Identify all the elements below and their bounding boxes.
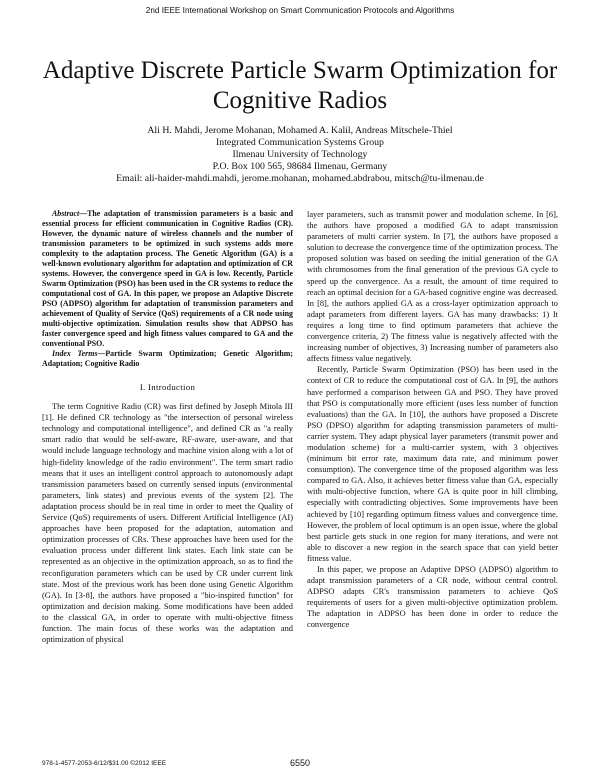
abstract-text: —The adaptation of transmission parameters is a basic and essential process for efficient communication in Cognitive Radios (CR). However, the dynamic nature of wireless channels and the number of transmission parameters to be optimized in such systems adds more complexity to the adaptation process. The Genetic Algorithm (GA) is a well-known evolutionary algorithm for adaptation and optimization of CR systems. However, the convergence speed in GA is low. Recently, Particle Swarm Optimization (PSO) has been used in the CR systems to reduce the computational cost of GA. In this paper, we propose an Adaptive Discrete PSO (ADPSO) algorithm for adaptation of transmission parameters and achievement of Quality of Service (QoS) requirements of a CR node using multi-objective optimization. Simulation results show that ADPSO has faster convergence speed and high fitness values compared to GA and the conventional PSO. (42, 209, 293, 348)
paragraph: The term Cognitive Radio (CR) was first defined by Joseph Mitola III [1]. He defined CR technology as "the intersection of personal wireless technology and computational intelligence", and defined CR as "a really smart radio that would be self-aware, RF-aware, user-aware, and that would include language technology and machine vision along with a lot of high-fidelity knowledge of the radio environment". The term smart radio means that it uses an intelligent control approach to autonomously adapt transmission parameters based on currently sensed inputs (environmental parameters, link states) and previous events of the system [2]. The adaptation process should be in real time in order to meet the Quality of Service (QoS) requirements of users. Different Artificial Intelligence (AI) approaches have been proposed for the adaptation, automation and optimization processes of CRs. These approaches have been used for the evaluation process under different link states. Each link state can be represented as an objective in the optimization approach, so as to find the reconfiguration parameters which can be used by CR under current link state. Most of the previous work has been done using Genetic Algorithm (GA). In [3-8], the authors have proposed a "bio-inspired function" for optimization and decision making. Some modifications have been added to the classical GA, in order to operate with multi-objective fitness function. The main focus of these works was the adaptation and optimization of physical (42, 402, 293, 645)
abstract-label: Abstract (52, 209, 80, 218)
index-terms-text: —Particle Swarm Optimization; Genetic Algorithm; Adaptation; Cognitive Radio (42, 349, 293, 368)
paragraph: Recently, Particle Swarm Optimization (PSO) has been used in the context of CR to reduce the computational cost of GA. In [9], the authors have performed a comparison between GA and PSO. They have proved that PSO is computationally more efficient (uses less number of function evaluations) than the GA. In [10], the authors have proposed a Discrete PSO (DPSO) algorithm for adapting transmission parameters of multi-carrier system. They adapt physical layer parameters (transmit power and modulation scheme) for a multi-carrier system, with 3 objectives (minimum bit error rate, maximum data rate, and minimum power consumption). The convergence time of the proposed algorithm was less compared to GA. Also, it achieves better fitness value than GA, especially with multi-objective function, where GA is quite poor in hill climbing, especially with contradicting objectives. Some improvements have been achieved by [10] regarding optimum fitness values and convergence time. However, the problem of local optimum is an open issue, where the global best particle gets stuck in one region for many iterations, and were not able to discover a new region in the search space that can yield better fitness value. (307, 365, 558, 563)
section-heading: I. Introduction (139, 382, 196, 392)
left-column (42, 209, 293, 645)
author-university: Ilmenau University of Technology (232, 149, 368, 160)
paper-title: Adaptive Discrete Particle Swarm Optimization for Cognitive Radios (42, 57, 558, 114)
author-block (0, 125, 600, 185)
conference-header: 2nd IEEE International Workshop on Smart Communication Protocols and Algorithms (145, 6, 455, 15)
page-number: 6550 (289, 758, 311, 768)
author-address: P.O. Box 100 565, 98684 Ilmenau, Germany (212, 161, 388, 172)
footer-isbn: 978-1-4577-2053-6/12/$31.00 ©2012 IEEE (42, 760, 167, 767)
paragraph: In this paper, we propose an Adaptive DPSO (ADPSO) algorithm to adapt transmission parameters of a CR node, without central control. ADPSO adapts CR's transmission parameters to achieve QoS requirements of users for a given multi-objective optimization problem. The adaptation in ADPSO has been done in order to reduce the convergence (307, 565, 558, 630)
author-names: Ali H. Mahdi, Jerome Mohanan, Mohamed A. Kalil, Andreas Mitschele-Thiel (147, 125, 453, 136)
author-email: Email: ali-haider-mahdi.mahdi, jerome.mohanan, mohamed.abdrabou, mitsch@tu-ilmenau.de (116, 173, 484, 184)
paragraph: layer parameters, such as transmit power and modulation scheme. In [6], the authors have proposed a modified GA to adapt transmission parameters of multi carrier system. In [7], the authors have proposed a solution to decrease the convergence time of the optimization process. The proposed solution was based on seeding the initial generation of the GA with chromosomes from the final generation of the previous GA cycle to speed up the convergence. As a result, the amount of time required to reach an optimal decision for a GA-based cognitive engine was decreased. In [8], the authors applied GA as a cross-layer optimization approach to adapt parameters from different layers. GA has many drawbacks: 1) It requires a long time to find optimum parameters that achieve the convergence criteria, 2) The fitness value is negatively affected with the increasing number of objectives, 3) Increasing number of parameters also affects fitness value negatively. (307, 210, 558, 364)
index-terms-label: Index Terms (52, 349, 98, 358)
index-terms (42, 349, 293, 369)
author-group: Integrated Communication Systems Group (216, 137, 384, 148)
abstract (42, 209, 293, 349)
right-column (307, 209, 558, 631)
